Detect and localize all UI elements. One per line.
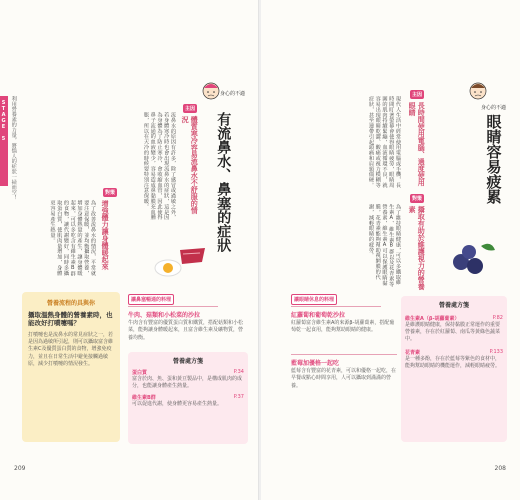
section-heading: 增強體力讓身體暖起來 xyxy=(101,200,110,270)
blueberry-illustration xyxy=(447,236,499,280)
section-heading: 攝取有助於維護視力的營養素 xyxy=(408,206,426,290)
section-tag-strategy: 對策 xyxy=(412,196,423,202)
nutrient-desc: 可以促進代謝，使身體更容易產生熱量。 xyxy=(132,401,223,407)
nutrient-page[interactable]: P.34 xyxy=(233,369,244,375)
worried-face-icon xyxy=(467,80,489,104)
recipe-title: 藍莓加優格一起吃 xyxy=(291,360,340,367)
section-body: 現代人生活中經常使用電腦或手機，長時間盯著螢幕會使得眼睛疲勞，眼睛周圍的肌肉持續緊繃，血液循環不良，就容易出現眼睛乾澀、酸痛或視力模糊等症狀，甚至連帶引起頭痛和肩頸僵硬。 xyxy=(368,96,401,188)
section-body: 為了維持眼睛健康，可以多攝取維生素A、維生素B群以及花青素等營養素，維生素A可以保護眼睛黏膜，花青素能夠幫助視網膜的代謝，減輕眼睛的疲勞。 xyxy=(368,204,401,287)
recipe-tag: 讓眼睛休息的料理 xyxy=(291,294,337,305)
left-page xyxy=(0,0,259,500)
nutrient-item xyxy=(405,349,503,370)
callout-body: 打噴嚏也是流鼻水的常見症狀之一，若是因為過敏所引起，則可以攝取富含維生素C及優質蛋白質的食物，增強免疫力，並且在日常生活中避免接觸過敏原，減少打噴嚏的情況發生。 xyxy=(28,331,114,367)
section-tag-cause: 主因 xyxy=(412,92,423,98)
section-heading: 長時間使用電腦、過度使用眼睛 xyxy=(408,102,426,186)
section-body: 流鼻水的原因有許多，除了感冒或過敏之外，若身體寒冷時也會出現流鼻水的症狀，這是因為身體為了防止寒冷，會收縮血管，因此使得鼻子流通的血液變少，容易造成鼻黏膜充血腫脹，所以在天冷的時候要特別注意保暖。 xyxy=(143,112,176,220)
callout-heading: 營養流程的具與你 xyxy=(46,300,95,307)
nutrient-desc: 富含於肉、魚、蛋和黃豆製品中，是構成肌肉的成分，也能讓身體產生熱量。 xyxy=(132,376,243,389)
section-tag-cause: 主因 xyxy=(185,106,196,112)
icon-caption: 身心的不適 xyxy=(481,105,507,111)
nutrient-page[interactable]: P.133 xyxy=(489,349,503,355)
stage-tab xyxy=(0,96,8,186)
nutrient-item xyxy=(132,369,244,390)
nutrient-desc: 是維護眼睛健康，保持黏膜正常運作的重要營養素，存在於紅蘿蔔、南瓜等黃綠色蔬菜中。 xyxy=(405,322,501,342)
nutrient-page[interactable]: P.37 xyxy=(233,394,244,400)
icon-caption: 身心的不適 xyxy=(220,91,246,97)
callout-box xyxy=(22,292,120,442)
nutrition-title: 營養處方箋 xyxy=(172,358,203,365)
nutrient-name: 蛋白質 xyxy=(132,370,148,376)
recipe-tag: 讓鼻塞暢通的料理 xyxy=(128,294,174,305)
section-body: 為了改善流鼻水的情況，平常就要注意保暖，並均衡攝取營養，增加身體熱量的產生，讓身體暖起來，可以多吃含有維生素B群的食物，讓代謝變好，同時多攝取蛋白質，使肌肉量增加，身體更容易產生熱量。 xyxy=(49,200,96,277)
nutrient-item xyxy=(405,315,503,343)
divider xyxy=(291,306,381,307)
nutrition-title: 營養處方箋 xyxy=(438,302,469,309)
recipe-title: 牛肉、菇類和小松菜的沙拉 xyxy=(128,312,201,319)
nutrient-desc: 是一種多酚，存在於藍莓等紫色的食材中，能夠幫助眼睛的機能運作，減輕眼睛疲勞。 xyxy=(405,356,501,369)
callout-title: 攝取溫熱身體的營養素時，也能改好打噴嚏嗎？ xyxy=(28,311,113,328)
nutrition-box xyxy=(128,352,248,444)
nutrition-box xyxy=(401,296,507,442)
recipe-body: 牛肉含有豐富的優質蛋白質和鐵質，搭配菇類和小松菜，能夠讓身體暖起來，且富含維生素及礦物質，營養均衡。 xyxy=(128,320,244,341)
page-title: 有流鼻水、鼻塞的症狀 xyxy=(215,112,232,252)
recipe-title: 紅蘿蔔和葡萄乾沙拉 xyxy=(291,312,346,319)
section-heading: 體質寒冷容易流鼻水不舒服的情況 xyxy=(181,116,199,214)
right-page xyxy=(261,0,520,500)
worried-face-icon xyxy=(200,80,222,104)
stage-tab-label: STAGE 5 xyxy=(0,100,7,142)
divider xyxy=(291,354,397,355)
nutrient-page[interactable]: P.82 xyxy=(492,315,503,321)
stage-vertical-text: 利用營養素的力量，將惱人的症狀一掃而空！ xyxy=(10,96,17,200)
nutrient-name: 花青素 xyxy=(405,350,421,356)
page-title: 眼睛容易疲累 xyxy=(484,114,503,204)
page-number: 209 xyxy=(14,465,26,472)
recipe-body: 藍莓含有豐富的花青素，可以和優格一起吃，在早餐或點心時間享用，人可以攝取到滿滿的營養。 xyxy=(291,368,397,389)
divider xyxy=(128,306,218,307)
nutrient-item xyxy=(132,394,244,408)
section-tag-strategy: 對策 xyxy=(105,190,116,196)
nutrient-name: 維生素B群 xyxy=(132,395,156,401)
recipe-body: 紅蘿蔔富含維生素A的來源β-胡蘿蔔素，搭配葡萄乾一起食用，能夠幫助眼睛的健康。 xyxy=(291,320,395,334)
meat-egg-illustration xyxy=(150,240,210,280)
page-number: 208 xyxy=(494,465,506,472)
nutrient-name: 維生素A（β-胡蘿蔔素） xyxy=(405,316,460,322)
